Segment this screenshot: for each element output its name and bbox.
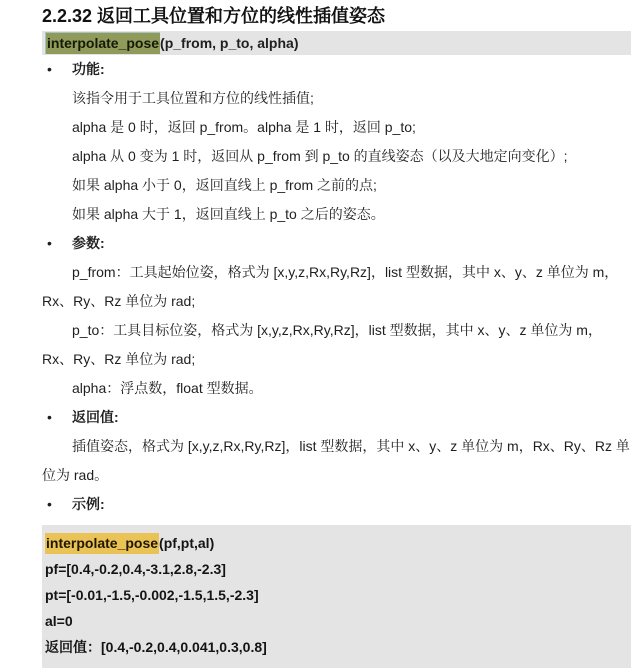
bullet-icon: • <box>47 496 52 512</box>
section-heading: 2.2.32 返回工具位置和方位的线性插值姿态 <box>42 6 386 26</box>
section-label-return-value: 返回值: <box>72 409 119 425</box>
section-label-parameters: 参数: <box>72 235 105 251</box>
function-name-highlight: interpolate_pose <box>45 533 159 554</box>
code-line: 返回值：[0.4,-0.2,0.4,0.041,0.3,0.8] <box>45 639 267 655</box>
paragraph: alpha：浮点数，float 型数据。 <box>72 380 263 396</box>
document-body <box>42 55 631 519</box>
paragraph: alpha 从 0 变为 1 时，返回从 p_from 到 p_to 的直线姿态（以及大地定向变化）; <box>72 148 568 164</box>
code-line: pt=[-0.01,-1.5,-0.002,-1.5,1.5,-2.3] <box>45 587 259 603</box>
paragraph: 插值姿态，格式为 [x,y,z,Rx,Ry,Rz]，list 型数据，其中 x、y、z 单位为 m，Rx、Ry、Rz 单位为 rad。 <box>42 438 630 483</box>
function-signature-line <box>42 31 631 55</box>
paragraph: 如果 alpha 大于 1，返回直线上 p_to 之后的姿态。 <box>72 206 385 222</box>
bullet-item-example <box>42 490 631 519</box>
example-call-args: (pf,pt,al) <box>159 535 215 551</box>
bullet-icon: • <box>47 61 52 77</box>
paragraph: alpha 是 0 时，返回 p_from。alpha 是 1 时，返回 p_to; <box>72 119 416 135</box>
bullet-icon: • <box>47 235 52 251</box>
code-line: al=0 <box>45 613 73 629</box>
bullet-icon: • <box>47 409 52 425</box>
bullet-item-parameters <box>42 229 631 258</box>
function-name-highlight: interpolate_pose <box>45 32 160 54</box>
example-code-block <box>42 525 631 668</box>
code-line-signature <box>45 530 627 556</box>
bullet-item-return-value <box>42 403 631 432</box>
code-line: pf=[0.4,-0.2,0.4,-3.1,2.8,-2.3] <box>45 561 226 577</box>
paragraph: p_to：工具目标位姿，格式为 [x,y,z,Rx,Ry,Rz]，list 型数据，其中 x、y、z 单位为 m，Rx、Ry、Rz 单位为 rad; <box>42 322 602 367</box>
paragraph: 该指令用于工具位置和方位的线性插值; <box>72 90 314 106</box>
section-label-example: 示例: <box>72 496 105 512</box>
section-label-function: 功能: <box>72 61 105 77</box>
paragraph: p_from：工具起始位姿，格式为 [x,y,z,Rx,Ry,Rz]，list 型数据，其中 x、y、z 单位为 m，Rx、Ry、Rz 单位为 rad; <box>42 264 619 309</box>
bullet-item-function <box>42 55 631 84</box>
paragraph: 如果 alpha 小于 0，返回直线上 p_from 之前的点; <box>72 177 377 193</box>
signature-args: (p_from, p_to, alpha) <box>160 35 299 51</box>
